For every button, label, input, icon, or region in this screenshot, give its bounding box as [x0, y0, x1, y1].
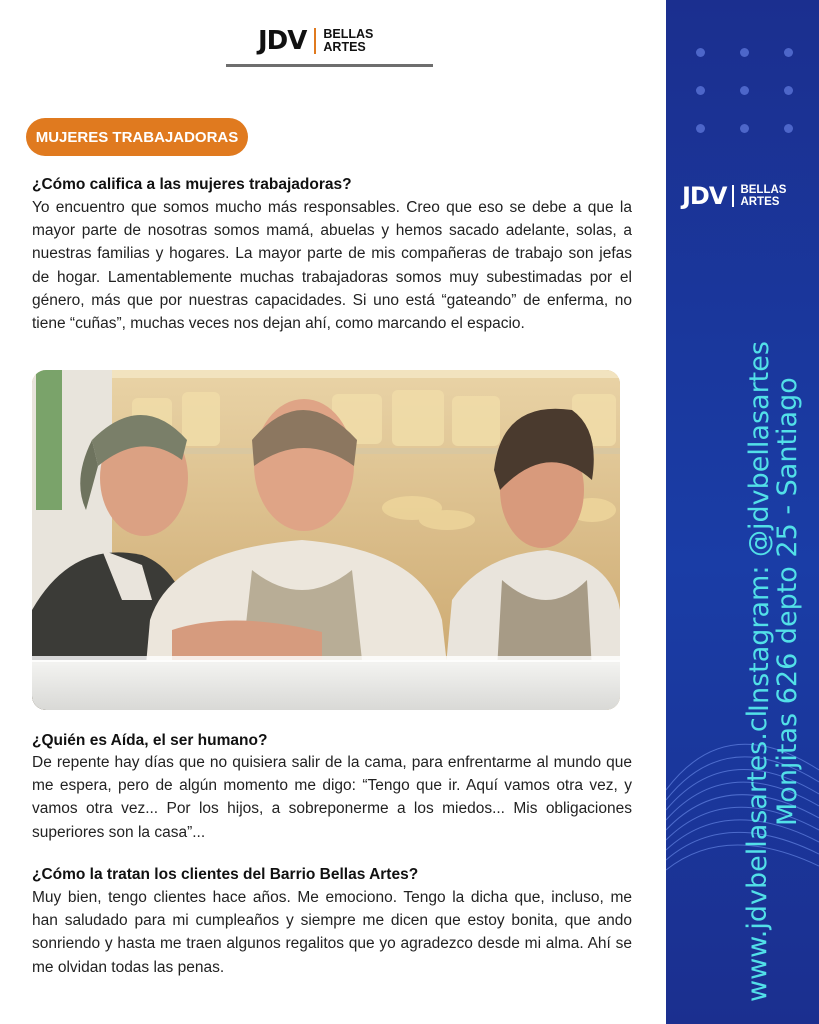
dot	[784, 86, 793, 95]
logo-line-2: ARTES	[323, 40, 366, 54]
question-3: ¿Cómo la tratan los clientes del Barrio Bellas Artes?	[32, 866, 419, 883]
address-text: Monjitas 626 depto 25 - Santiago	[772, 377, 803, 826]
question-2: ¿Quién es Aída, el ser humano?	[32, 732, 268, 749]
sidebar-logo-words	[740, 184, 786, 208]
header-rule	[226, 64, 433, 67]
photo-illustration	[32, 370, 620, 710]
dot	[784, 124, 793, 133]
answer-3: Muy bien, tengo clientes hace años. Me emociono. Tengo la dicha que, incluso, me han saludado para mi cumpleaños y siempre me dicen que estoy bonita, que ando sonriendo y hasta me traen algunos regalitos que yo agradezco desde mi alma. Ahí se me olvidan todas las penas.	[32, 889, 632, 976]
dot	[740, 86, 749, 95]
header-logo	[258, 24, 373, 58]
dot	[784, 48, 793, 57]
answer-1: Yo encuentro que somos mucho más responsables. Creo que eso se debe a que la mayor parte de nosotras somos mamá, abuelas y hemos sacado adelante, solas, a nuestras familias y hogares. La mayor parte de mis compañeras de trabajo son jefas de hogar. Lamentablemente muchas trabajadoras somos muy subestimadas por el género, más que por nuestras capacidades. Si uno está “gateando” de enferma, no tiene “cuñas”, muchas veces nos dejan ahí, como marcando el espacio.	[32, 199, 632, 333]
dot	[696, 86, 705, 95]
photo-three-women	[32, 370, 620, 710]
sidebar-logo-line-1: BELLAS	[740, 184, 787, 196]
logo-line-1: BELLAS	[323, 27, 374, 41]
logo-divider	[314, 28, 316, 54]
logo-words	[323, 28, 373, 54]
dot	[740, 124, 749, 133]
section-label: MUJERES TRABAJADORAS	[26, 118, 248, 156]
question-1: ¿Cómo califica a las mujeres trabajadoras?	[32, 176, 352, 193]
dot	[696, 124, 705, 133]
sidebar-logo-line-2: ARTES	[740, 196, 780, 208]
sidebar-panel	[666, 0, 819, 1024]
sidebar-logo-divider	[732, 185, 734, 207]
logo-mark: JDV	[258, 26, 307, 56]
sidebar-logo-mark: JDV	[682, 182, 727, 210]
dot	[740, 48, 749, 57]
instagram-text: Instagram: @jdvbellasartes	[744, 341, 775, 712]
dot	[696, 48, 705, 57]
website-text: www.jdvbellasartes.cl	[742, 709, 773, 1002]
answer-2: De repente hay días que no quisiera salir de la cama, para enfrentarme al mundo que me espera, pero de algún momento me digo: “Tengo que ir. Aquí vamos otra vez, y vamos otra vez... Por los hijos, a sobreponerme a los miedos... Mis obligaciones superiores son la casa”...	[32, 754, 632, 841]
sidebar-logo	[682, 184, 786, 208]
